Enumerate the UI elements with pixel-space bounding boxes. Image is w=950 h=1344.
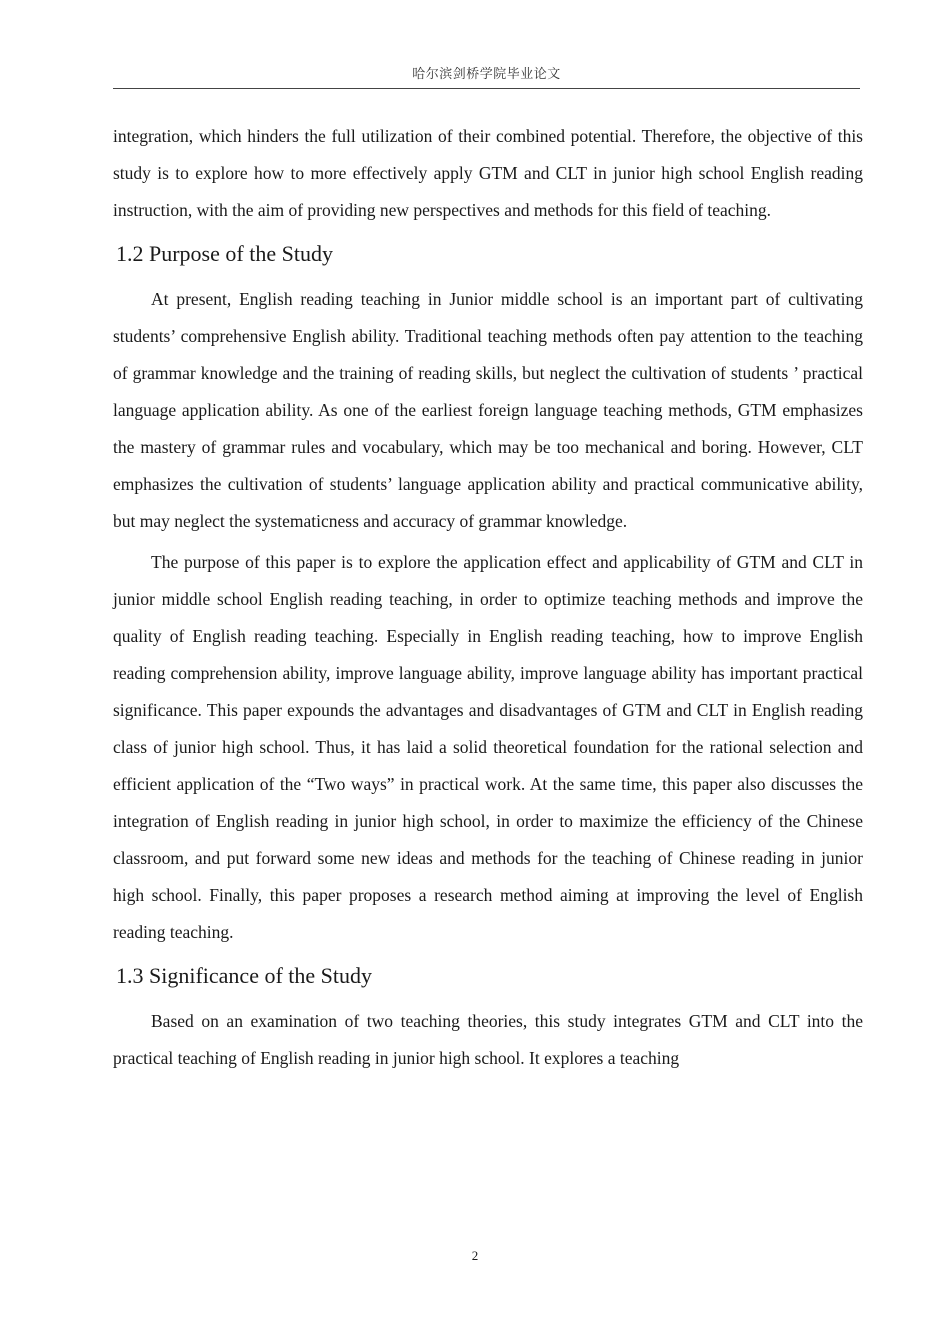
section-heading-1-3: 1.3 Significance of the Study: [116, 963, 373, 988]
page-number: 2: [471, 1248, 479, 1263]
section-heading-1-2: 1.2 Purpose of the Study: [116, 241, 333, 266]
body-text: [113, 118, 863, 1077]
paragraph-purpose-1: At present, English reading teaching in Junior middle school is an important part of cultivating students’ comprehensive English ability. Traditional teaching methods often pay attention to the teaching of grammar knowledge and the training of reading skills, but neglect the cultivation of students ’ practical language application ability. As one of the earliest foreign language teaching methods, GTM emphasizes the mastery of grammar rules and vocabulary, which may be too mechanical and boring. However, CLT emphasizes the cultivation of students’ language application ability and practical communicative ability, but may neglect the systematicness and accuracy of grammar knowledge.: [113, 289, 863, 531]
running-header: 哈尔滨剑桥学院毕业论文: [412, 67, 561, 82]
intro-paragraph: integration, which hinders the full utilization of their combined potential. Therefore, the objective of this study is to explore how to more effectively apply GTM and CLT in junior high school English reading instruction, with the aim of providing new perspectives and methods for this field of teaching.: [113, 126, 863, 220]
paragraph-significance-1: Based on an examination of two teaching theories, this study integrates GTM and CLT into the practical teaching of English reading in junior high school. It explores a teaching: [113, 1011, 863, 1068]
paragraph-purpose-2: The purpose of this paper is to explore the application effect and applicability of GTM and CLT in junior middle school English reading teaching, in order to optimize teaching methods and improve the quality of English reading teaching. Especially in English reading teaching, how to improve English reading comprehension ability, improve language ability, improve language ability has important practical significance. This paper expounds the advantages and disadvantages of GTM and CLT in English reading class of junior high school. Thus, it has laid a solid theoretical foundation for the rational selection and efficient application of the “Two ways” in practical work. At the same time, this paper also discusses the integration of English reading in junior high school, in order to maximize the efficiency of the Chinese classroom, and put forward some new ideas and methods for the teaching of Chinese reading in junior high school. Finally, this paper proposes a research method aiming at improving the level of English reading teaching.: [113, 552, 863, 942]
header-rule: [113, 88, 860, 89]
